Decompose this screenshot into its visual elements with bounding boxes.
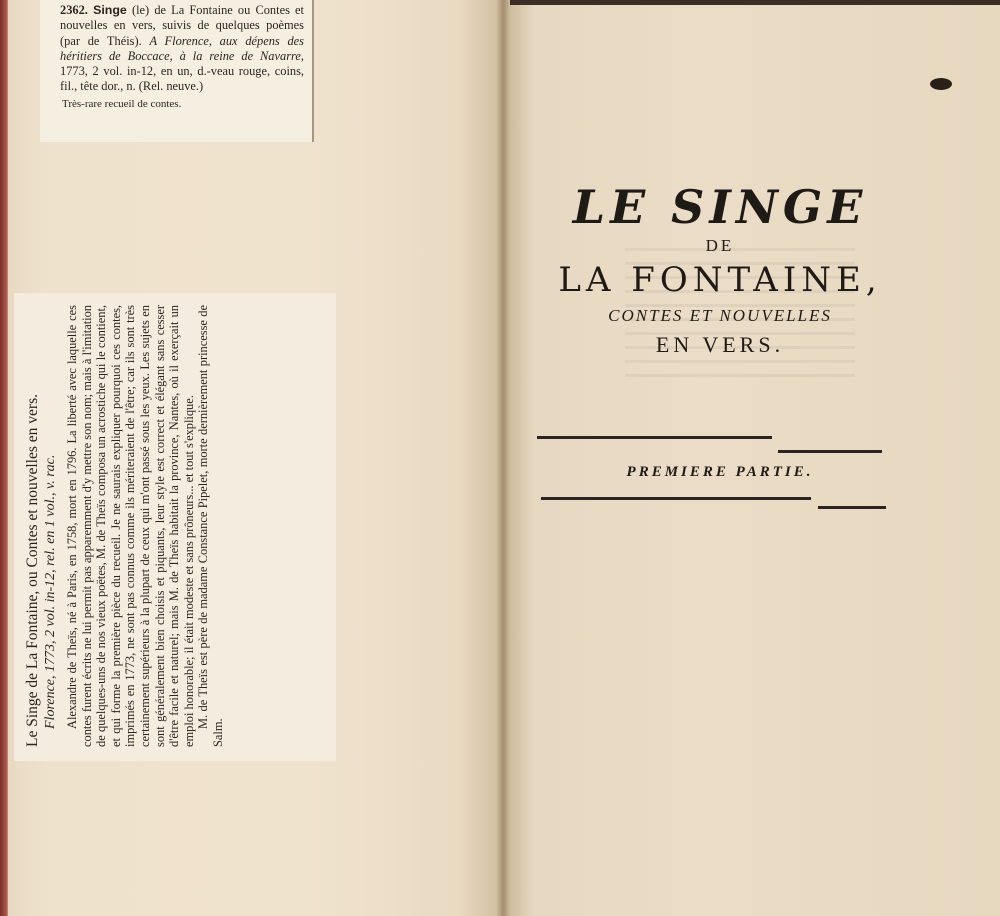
title-rule-right	[778, 450, 882, 453]
note-heading: Le Singe de La Fontaine, ou Contes et nouvelles en vers.	[24, 394, 41, 747]
page-gutter	[496, 0, 510, 916]
catalog-entry	[60, 3, 304, 95]
clipping-shadow	[312, 0, 314, 142]
entry-keyword: Singe	[93, 3, 127, 17]
entry-note: Très-rare recueil de contes.	[62, 97, 182, 110]
cover-edge	[510, 0, 1000, 5]
part-rule-left	[541, 497, 811, 500]
subtitle-line-2: EN VERS.	[655, 332, 785, 357]
note-paragraph-2: M. de Theïs est père de madame Constance Pipelet, morte dernièrement princesse de Salm.	[196, 305, 225, 747]
subtitle-line-1: CONTES ET NOUVELLES	[608, 306, 832, 325]
part-heading: PREMIERE PARTIE.	[626, 464, 814, 480]
right-page	[504, 0, 1000, 916]
title-page	[530, 180, 910, 358]
catalog-clipping	[40, 0, 312, 142]
ink-stain	[930, 78, 952, 90]
note-subheading: Florence, 1773, 2 vol. in-12, rel. en 1 vol., v. rac.	[43, 454, 58, 729]
note-paragraph-1: Alexandre de Theïs, né à Paris, en 1758, mort en 1796. La liberté avec laquelle ces contes furent écrits ne lui permit pas apparemment d'y mettre son nom; mais à l'imitation de quelques-uns de nos vieux poëtes, M. de Theïs composa un acrostiche qui le contient, et qui forme la première pièce du recueil. Je ne saurais expliquer pourquoi ces contes, imprimés en 1773, ne sont pas connus comme ils mériteraient de l'être; car ils sont très certainement supérieurs à la plupart de ceux qui m'ont passé sous les yeux. Les sujets en sont généralement bien choisis et piquants, leur style est correct et élégant sans cesser d'être facile et naturel; mais M. de Theïs habitait la province, Nantes, où il exerçait un emploi honorable; il était modeste et sans prôneurs... et tout s'explique.	[65, 305, 196, 747]
bibliographic-note-clipping	[14, 293, 336, 761]
entry-text-1: (le) de La Fontaine ou Contes et nouvelles en vers, suivis de quelques poèmes (par de Théis).	[60, 3, 304, 48]
title-rule-left	[537, 436, 772, 439]
part-rule-right	[818, 506, 886, 509]
entry-imprint: A Florence, aux dépens des héritiers de Boccace, à la reine de Navarre	[60, 33, 304, 63]
entry-text-2: , 1773, 2 vol. in-12, en un, d.-veau rouge, coins, fil., tête dor., n. (Rel. neuve.)	[60, 48, 304, 94]
title-line-1: LE SINGE	[572, 180, 868, 234]
rotated-note-text	[14, 293, 336, 761]
title-line-2: DE	[705, 236, 735, 255]
entry-number: 2362.	[60, 3, 88, 17]
title-line-3: LA FONTAINE,	[558, 260, 882, 300]
